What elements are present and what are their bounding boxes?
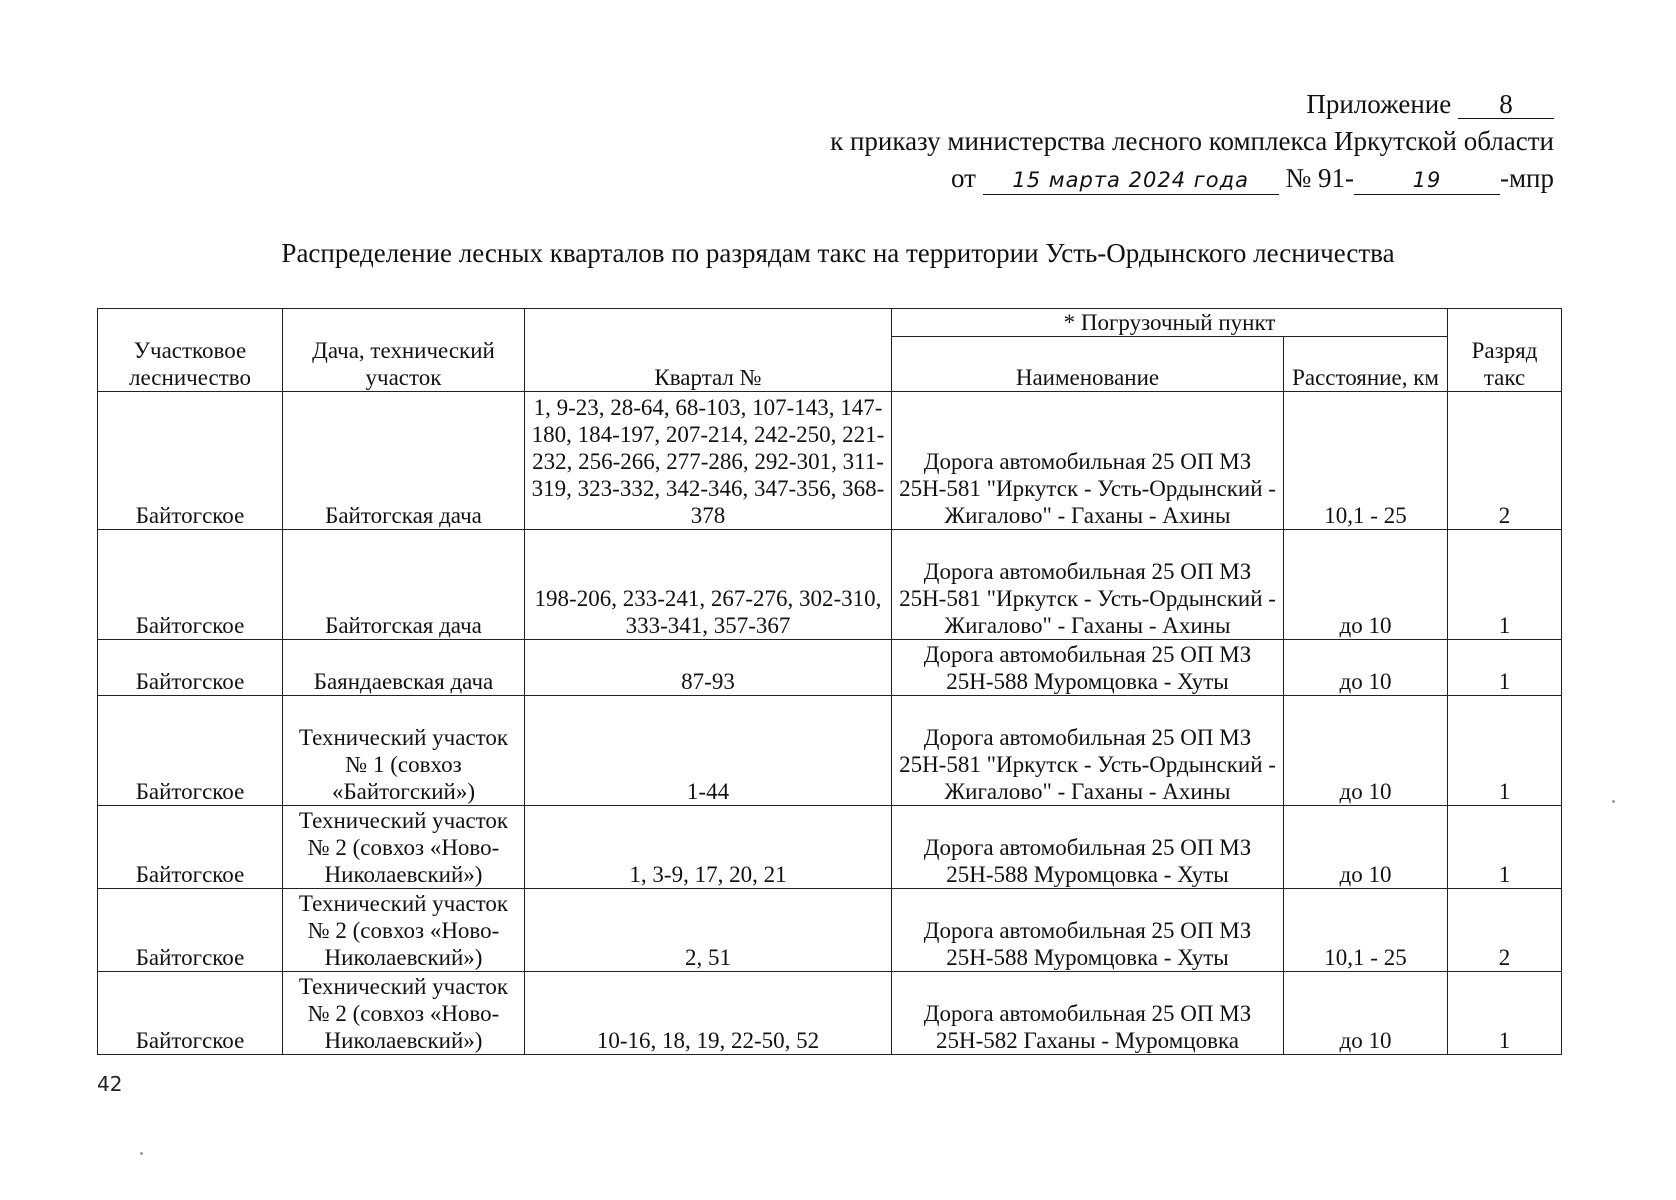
cell-dacha: Баяндаевская дача bbox=[283, 640, 525, 696]
cell-name: Дорога автомобильная 25 ОП МЗ 25Н-581 "Иркутск - Усть-Ордынский - Жигалово" - Гаханы - Ахины bbox=[892, 530, 1284, 640]
cell-tax-class: 1 bbox=[1448, 640, 1562, 696]
cell-quarter: 10-16, 18, 19, 22-50, 52 bbox=[525, 972, 892, 1055]
appendix-header bbox=[830, 86, 1554, 197]
header-loading-point: * Погрузочный пункт bbox=[892, 309, 1448, 337]
document-title: Распределение лесных кварталов по разрядам такс на территории Усть-Ордынского лесничества bbox=[281, 238, 1395, 268]
cell-district: Байтогское bbox=[98, 530, 283, 640]
cell-name: Дорога автомобильная 25 ОП МЗ 25Н-582 Гаханы - Муромцовка bbox=[892, 972, 1284, 1055]
cell-district: Байтогское bbox=[98, 640, 283, 696]
table-row bbox=[98, 806, 1562, 889]
cell-name: Дорога автомобильная 25 ОП МЗ 25Н-588 Муромцовка - Хуты bbox=[892, 889, 1284, 972]
cell-district: Байтогское bbox=[98, 889, 283, 972]
table-row bbox=[98, 392, 1562, 530]
cell-tax-class: 2 bbox=[1448, 392, 1562, 530]
cell-distance: до 10 bbox=[1284, 972, 1448, 1055]
cell-tax-class: 1 bbox=[1448, 806, 1562, 889]
appendix-number: 8 bbox=[1458, 90, 1554, 119]
cell-distance: до 10 bbox=[1284, 530, 1448, 640]
appendix-label: Приложение bbox=[1306, 89, 1452, 119]
cell-district: Байтогское bbox=[98, 972, 283, 1055]
table-row bbox=[98, 696, 1562, 806]
cell-distance: до 10 bbox=[1284, 806, 1448, 889]
cell-district: Байтогское bbox=[98, 806, 283, 889]
cell-district: Байтогское bbox=[98, 696, 283, 806]
cell-district: Байтогское bbox=[98, 392, 283, 530]
cell-name: Дорога автомобильная 25 ОП МЗ 25Н-581 "Иркутск - Усть-Ордынский - Жигалово" - Гаханы - Ахины bbox=[892, 696, 1284, 806]
cell-quarter: 87-93 bbox=[525, 640, 892, 696]
scan-speck bbox=[140, 1152, 143, 1155]
order-number-suffix: -мпр bbox=[1499, 163, 1554, 193]
cell-dacha: Байтогская дача bbox=[283, 392, 525, 530]
cell-name: Дорога автомобильная 25 ОП МЗ 25Н-581 "Иркутск - Усть-Ордынский - Жигалово" - Гаханы - Ахины bbox=[892, 392, 1284, 530]
table-row bbox=[98, 640, 1562, 696]
scan-speck bbox=[1612, 800, 1615, 803]
cell-dacha: Технический участок № 2 (совхоз «Ново-Николаевский») bbox=[283, 806, 525, 889]
cell-tax-class: 1 bbox=[1448, 696, 1562, 806]
cell-quarter: 198-206, 233-241, 267-276, 302-310, 333-341, 357-367 bbox=[525, 530, 892, 640]
cell-dacha: Байтогская дача bbox=[283, 530, 525, 640]
cell-dacha: Технический участок № 1 (совхоз «Байтогский») bbox=[283, 696, 525, 806]
header-quarter: Квартал № bbox=[525, 309, 892, 392]
cell-quarter: 1, 9-23, 28-64, 68-103, 107-143, 147-180, 184-197, 207-214, 242-250, 221-232, 256-266, 277-286, 292-301, 311-319, 323-332, 342-346, 347-356, 368-378 bbox=[525, 392, 892, 530]
cell-name: Дорога автомобильная 25 ОП МЗ 25Н-588 Муромцовка - Хуты bbox=[892, 806, 1284, 889]
cell-distance: до 10 bbox=[1284, 696, 1448, 806]
header-tax-class: Разряд такс bbox=[1448, 309, 1562, 392]
page-number: 42 bbox=[97, 1072, 123, 1096]
from-label: от bbox=[951, 163, 976, 193]
cell-dacha: Технический участок № 2 (совхоз «Ново-Николаевский») bbox=[283, 889, 525, 972]
cell-distance: 10,1 - 25 bbox=[1284, 392, 1448, 530]
order-number-prefix: № 91- bbox=[1285, 163, 1354, 193]
quarters-table bbox=[97, 308, 1562, 1055]
cell-distance: до 10 bbox=[1284, 640, 1448, 696]
header-name: Наименование bbox=[892, 337, 1284, 392]
header-distance: Расстояние, км bbox=[1284, 337, 1448, 392]
cell-quarter: 1, 3-9, 17, 20, 21 bbox=[525, 806, 892, 889]
table-row bbox=[98, 889, 1562, 972]
cell-distance: 10,1 - 25 bbox=[1284, 889, 1448, 972]
table-row bbox=[98, 530, 1562, 640]
header-dacha: Дача, технический участок bbox=[283, 309, 525, 392]
order-date-line bbox=[830, 160, 1554, 197]
cell-dacha: Технический участок № 2 (совхоз «Ново-Николаевский») bbox=[283, 972, 525, 1055]
appendix-line bbox=[830, 86, 1554, 123]
cell-tax-class: 1 bbox=[1448, 530, 1562, 640]
cell-tax-class: 2 bbox=[1448, 889, 1562, 972]
order-line: к приказу министерства лесного комплекса Иркутской области bbox=[830, 126, 1554, 156]
cell-tax-class: 1 bbox=[1448, 972, 1562, 1055]
cell-name: Дорога автомобильная 25 ОП МЗ 25Н-588 Муромцовка - Хуты bbox=[892, 640, 1284, 696]
order-number: 19 bbox=[1354, 166, 1500, 195]
cell-quarter: 2, 51 bbox=[525, 889, 892, 972]
header-district: Участковое лесничество bbox=[98, 309, 283, 392]
table-row bbox=[98, 972, 1562, 1055]
cell-quarter: 1-44 bbox=[525, 696, 892, 806]
order-date: 15 марта 2024 года bbox=[983, 166, 1279, 195]
